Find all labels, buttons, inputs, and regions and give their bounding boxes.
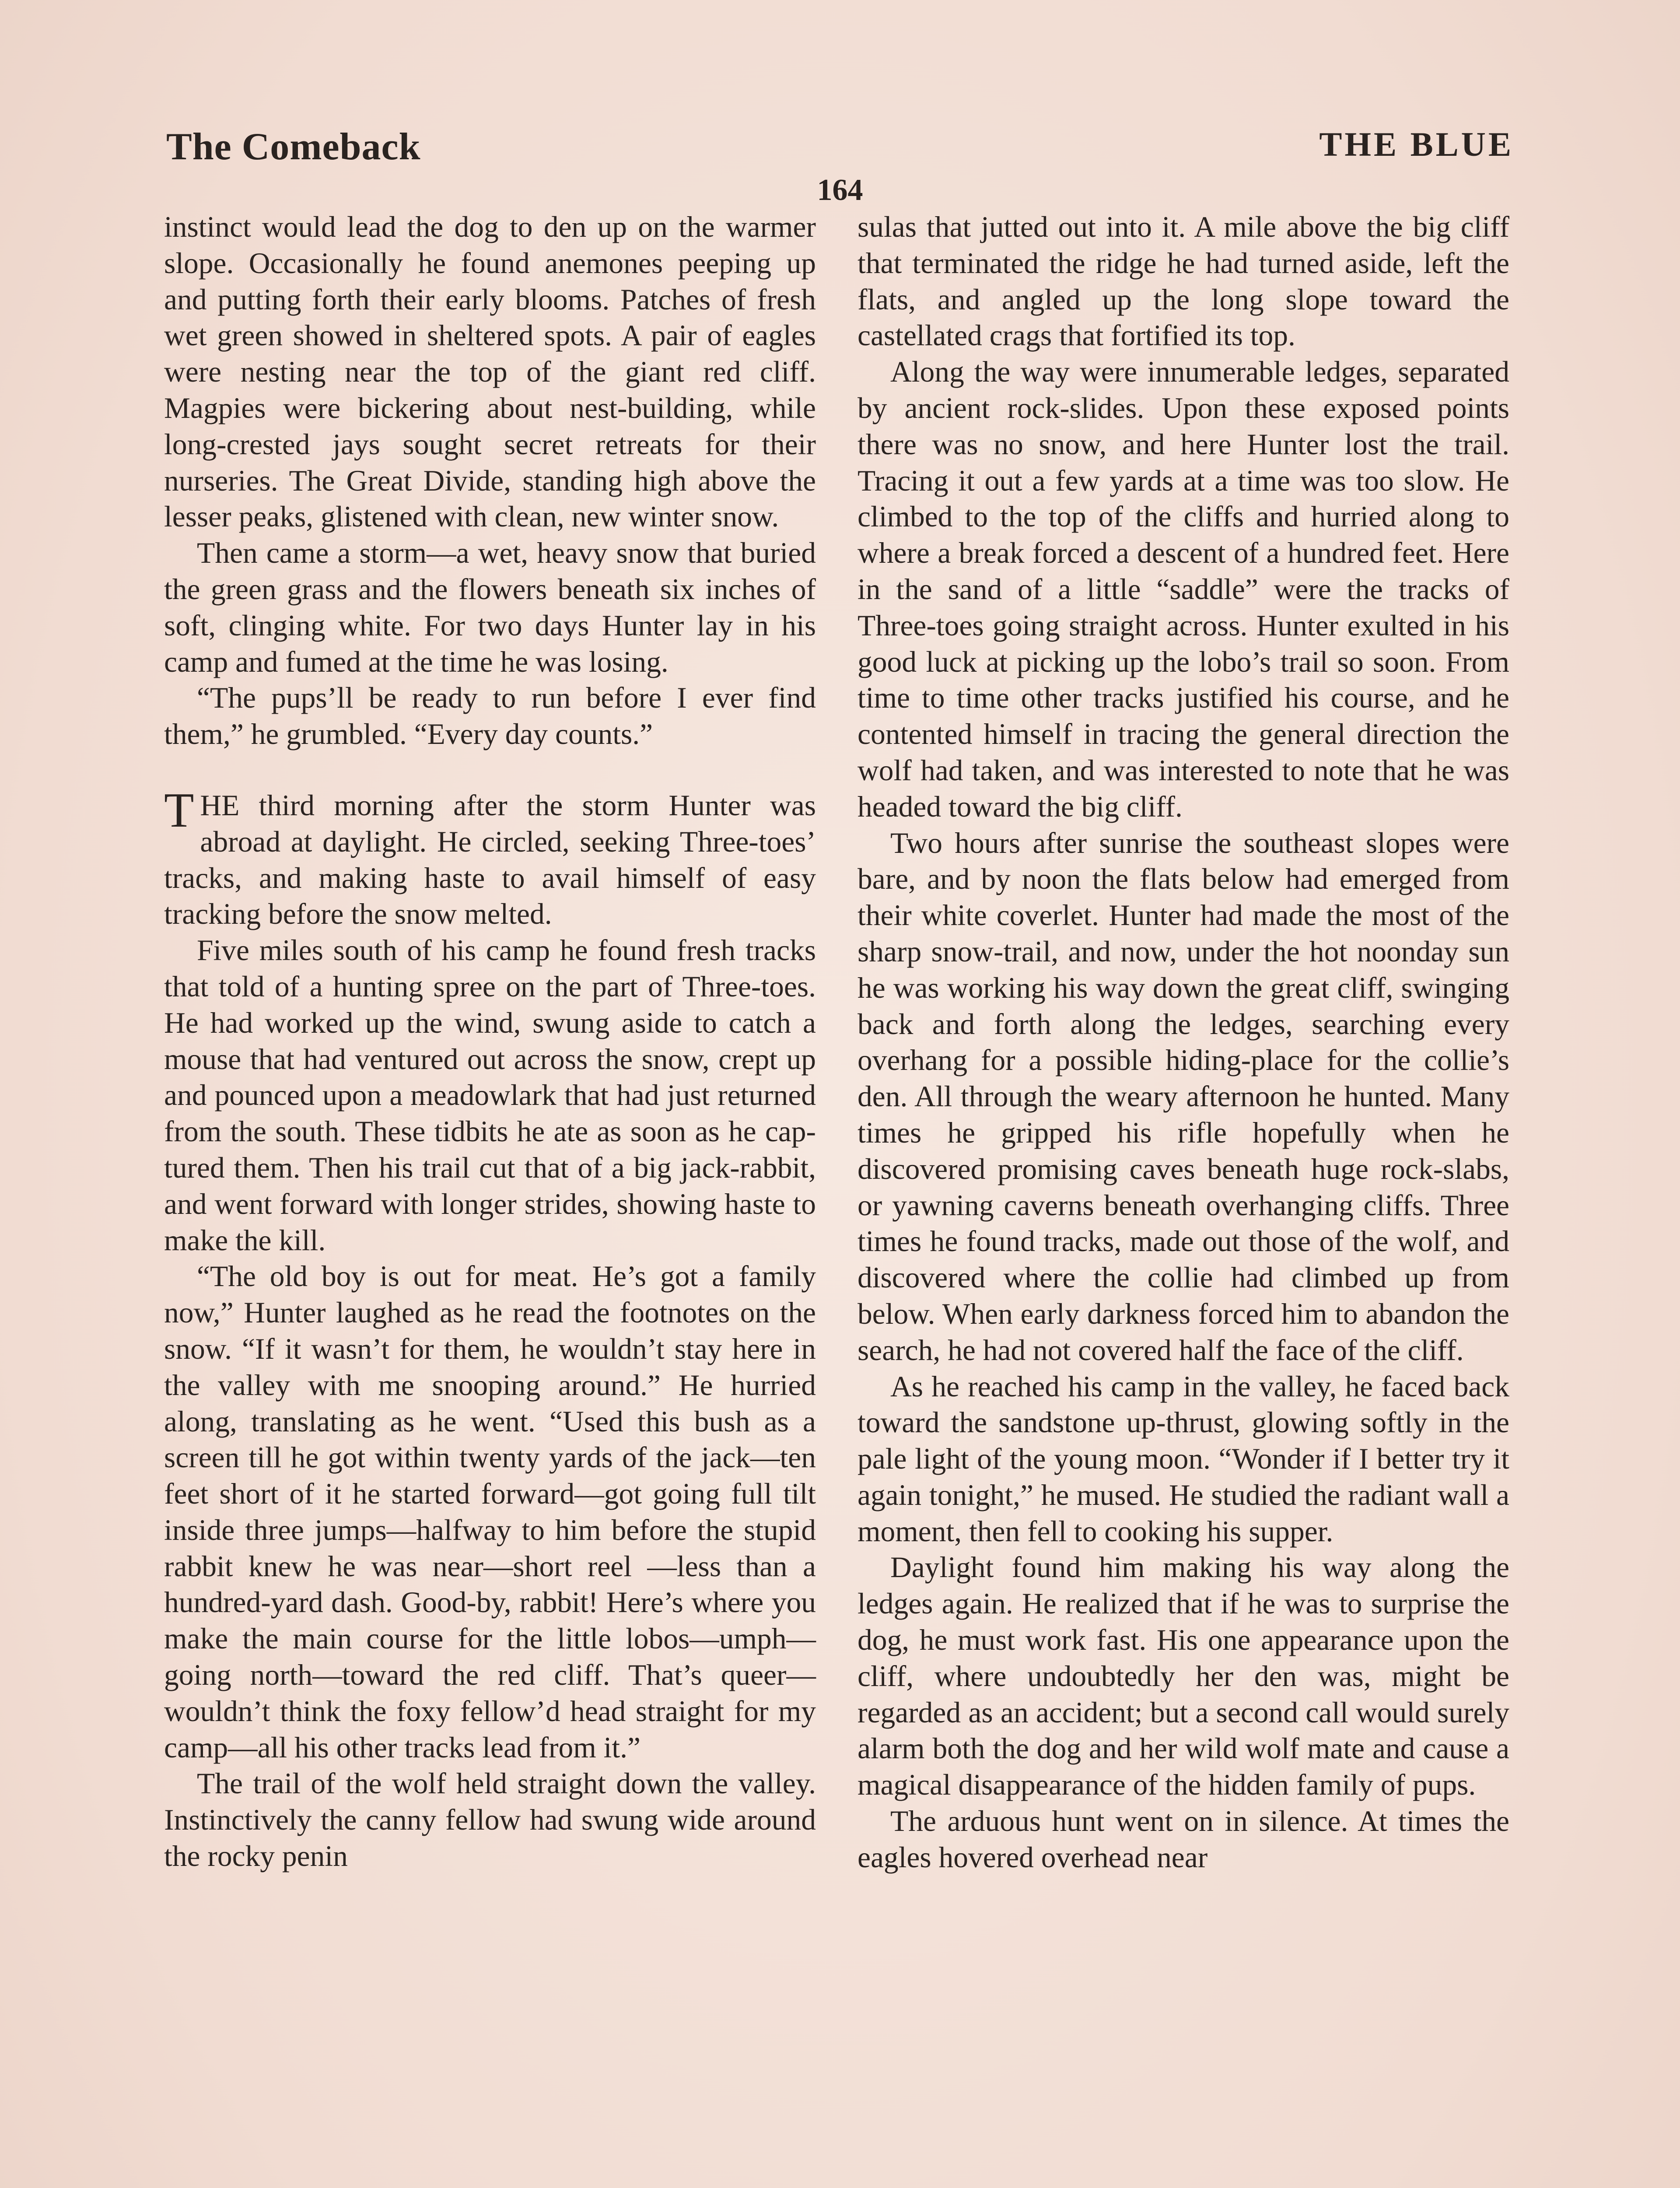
page-number: 164 [817,173,863,207]
paragraph: As he reached his camp in the valley, he faced back toward the sandstone up-thrust, glowing softly in the pale light of the young moon. “Wonder if I better try it again tonight,” he mused. He studied the radiant wall a moment, then fell to cooking his supper. [858,1370,1509,1548]
page-header [166,125,1514,177]
drop-cap: T [164,783,194,838]
paragraph: Along the way were innumerable ledges, separated by ancient rock-slides. Upon these exposed points there was no snow, and here Hunter lost the trail. Tracing it out a few yards at a time was too slow. He climbed to the top of the cliffs and hurried along to where a break forced a descent of a hundred feet. Here in the sand of a little “saddle” were the tracks of Three-toes going straight across. Hunter exulted in his good luck at picking up the lobo’s trail so soon. From time to time other tracks justified his course, and he contented himself in tracing the general direction the wolf had taken, and was interested to note that he was headed toward the big cliff. [858,355,1509,823]
paragraph: sulas that jutted out into it. A mile above the big cliff that terminated the ridge he had turned aside, left the flats, and angled up the long slope toward the castellated crags that fortified its top. [858,210,1509,352]
running-title: The Comeback [166,126,421,168]
paragraph: Then came a storm—a wet, heavy snow that buried the green grass and the flowers beneath six inches of soft, clinging white. For two days Hunter lay in his camp and fumed at the time he was losing. [164,536,816,678]
left-column [164,209,816,1875]
paragraph: Five miles south of his camp he found fresh tracks that told of a hunting spree on the part of Three-toes. He had worked up the wind, swung aside to catch a mouse that had ventured out across the snow, crept up and pounced upon a meadowlark that had just returned from the south. These tidbits he ate as soon as he captured them. Then his trail cut that of a big jack-rabbit, and went forward with longer strides, showing haste to make the kill. [164,934,816,1257]
paragraph: “The old boy is out for meat. He’s got a family now,” Hunter laughed as he read the footnotes on the snow. “If it wasn’t for them, he wouldn’t stay here in the valley with me snooping around.” He hurried along, translating as he went. “Used this bush as a screen till he got within twenty yards of the jack—ten feet short of it he started forward—got going full tilt inside three jumps—halfway to him before the stupid rabbit knew he was near—short reel —less than a hundred-yard dash. Good-by, rabbit! Here’s where you make the main course for the little lobos—umph—going north—toward the red cliff. That’s queer—wouldn’t think the foxy fellow’d head straight for my camp—all his other tracks lead from it.” [164,1260,816,1764]
section-start-paragraph [164,783,816,933]
right-column [858,209,1509,1876]
paragraph: “The pups’ll be ready to run before I ever find them,” he grumbled. “Every day counts.” [164,681,816,751]
paragraph: The trail of the wolf held straight down the valley. Instinctively the canny fellow had swung wide around the rocky penin [164,1767,816,1873]
paragraph: Daylight found him making his way along the ledges again. He realized that if he was to surprise the dog, he must work fast. His one appearance upon the cliff, where undoubtedly her den was, might be regarded as an accident; but a second call would surely alarm both the dog and her wild wolf mate and cause a magical disappearance of the hidden family of pups. [858,1551,1509,1802]
paragraph-text: HE third morning after the storm Hunter was abroad at daylight. He circled, seeking Three-toes’ tracks, and making haste to avail himself of easy tracking before the snow melted. [164,789,816,931]
paragraph: The arduous hunt went on in silence. At times the eagles hovered overhead near [858,1805,1509,1874]
paragraph: Two hours after sunrise the southeast slopes were bare, and by noon the flats below had emerged from their white coverlet. Hunter had made the most of the sharp snow-trail, and now, under the hot noonday sun he was working his way down the great cliff, swinging back and forth along the ledges, searching every overhang for a possible hiding-place for the collie’s den. All through the weary afternoon he hunted. Many times he gripped his rifle hopefully when he discovered promising caves beneath huge rock-slabs, or yawning caverns beneath overhanging cliffs. Three times he found tracks, made out those of the wolf, and discovered where the collie had climbed up from below. When early darkness forced him to abandon the search, he had not covered half the face of the cliff. [858,826,1509,1367]
paragraph: instinct would lead the dog to den up on the warmer slope. Occasionally he found anemones peeping up and putting forth their early blooms. Patches of fresh wet green showed in sheltered spots. A pair of eagles were nesting near the top of the giant red cliff. Magpies were bickering about nest-building, while long-crested jays sought secret retreats for their nurseries. The Great Divide, standing high above the lesser peaks, glistened with clean, new winter snow. [164,210,816,533]
magazine-title: THE BLUE [1319,125,1514,163]
